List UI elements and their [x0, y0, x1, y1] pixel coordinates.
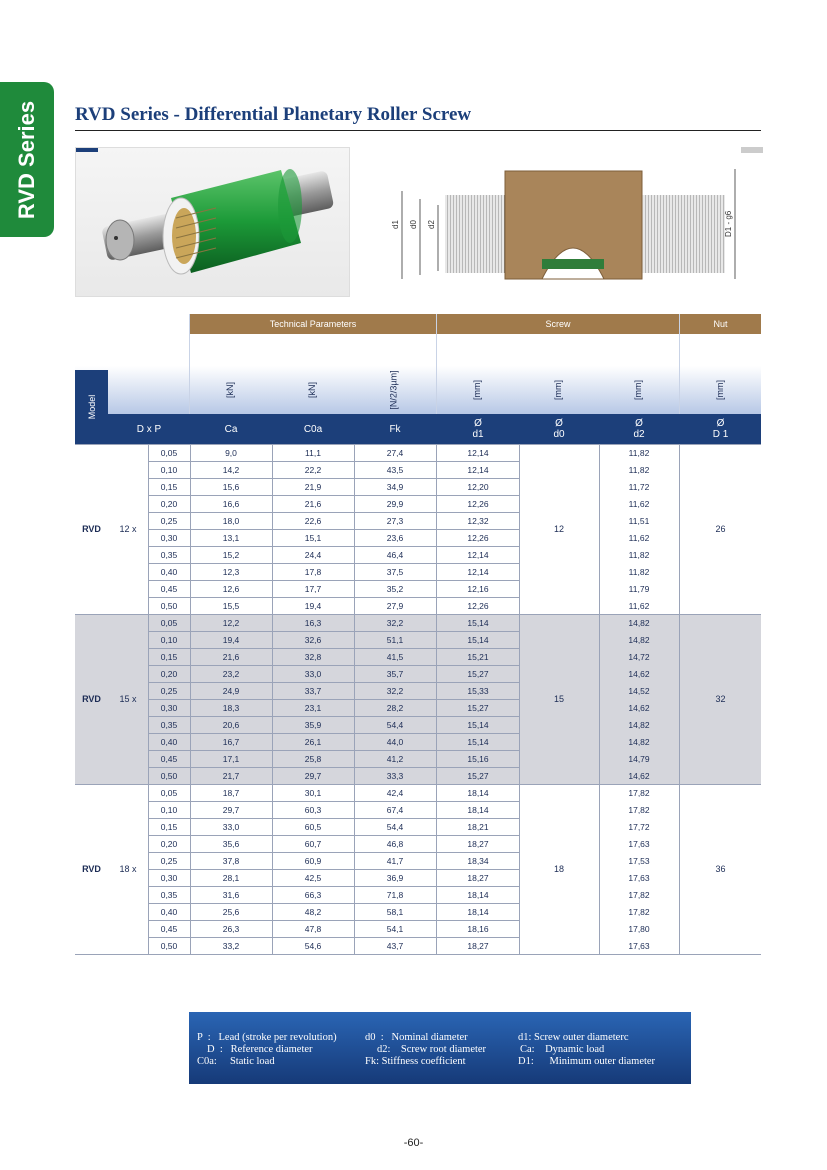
page-number: -60-: [403, 1137, 424, 1149]
table-cell: 0,15: [160, 821, 178, 832]
table-cell: 34,9: [386, 481, 404, 492]
col-d1: Ø d1: [472, 418, 484, 440]
table-cell: 17,82: [628, 889, 650, 900]
table-cell: 11,82: [628, 549, 650, 560]
table-cell: 17,8: [304, 566, 322, 577]
table-cell: 16,3: [304, 617, 322, 628]
table-cell: 17,72: [628, 821, 650, 832]
legend-D1: D1: Minimum outer diameter: [518, 1056, 656, 1067]
table-cell: 18,16: [467, 923, 489, 934]
col-fk: Fk: [389, 423, 401, 435]
table-cell: 46,4: [386, 549, 404, 560]
table-cell: 27,4: [386, 447, 404, 458]
table-cell: 35,6: [222, 838, 240, 849]
table-cell: 19,4: [222, 634, 240, 645]
table-cell: 12,14: [467, 549, 489, 560]
table-cell: 71,8: [386, 889, 404, 900]
table-cell: 0,50: [160, 770, 178, 781]
table-cell: 0,30: [160, 702, 178, 713]
table-cell: 0,30: [160, 532, 178, 543]
table-cell: 35,9: [304, 719, 322, 730]
table-cell: 18,27: [467, 872, 489, 883]
table-cell: 54,4: [386, 719, 404, 730]
table-cell: 12,14: [467, 566, 489, 577]
table-cell: 18,34: [467, 855, 489, 866]
nominal-diameter: 15: [553, 694, 564, 704]
table-cell: 21,9: [304, 481, 322, 492]
table-cell: 12,14: [467, 464, 489, 475]
table-cell: 17,53: [628, 855, 650, 866]
table-cell: 18,0: [222, 515, 240, 526]
table-cell: 0,25: [160, 855, 178, 866]
table-cell: 14,2: [222, 464, 240, 475]
table-cell: 60,7: [304, 838, 322, 849]
table-cell: 32,2: [386, 617, 404, 628]
table-cell: 32,2: [386, 685, 404, 696]
table-cell: 15,14: [467, 634, 489, 645]
photo-corner-mark: [76, 148, 98, 152]
label-d2: d2: [427, 220, 436, 229]
table-cell: 14,62: [628, 770, 650, 781]
table-cell: 43,5: [386, 464, 404, 475]
table-cell: 51,1: [386, 634, 404, 645]
table-bottom-rule: [75, 954, 761, 955]
header-nut: Nut: [680, 314, 761, 334]
table-cell: 60,5: [304, 821, 322, 832]
legend-c0a: C0a: Static load: [197, 1056, 275, 1067]
table-cell: 0,40: [160, 736, 178, 747]
table-cell: 15,6: [222, 481, 240, 492]
table-cell: 58,1: [386, 906, 404, 917]
table-cell: 31,6: [222, 889, 240, 900]
table-cell: 15,33: [467, 685, 489, 696]
table-cell: 0,45: [160, 923, 178, 934]
table-cell: 14,62: [628, 702, 650, 713]
table-cell: 37,8: [222, 855, 240, 866]
table-cell: 11,82: [628, 464, 650, 475]
unit-d1: [mm]: [472, 380, 482, 400]
table-cell: 54,4: [386, 821, 404, 832]
table-cell: 0,10: [160, 804, 178, 815]
table-cell: 12,2: [222, 617, 240, 628]
table-cell: 48,2: [304, 906, 322, 917]
header-technical-parameters: Technical Parameters: [190, 314, 436, 334]
table-cell: 22,6: [304, 515, 322, 526]
roller-screw-illustration: [76, 148, 349, 296]
table-cell: 0,05: [160, 787, 178, 798]
table-cell: 29,7: [222, 804, 240, 815]
table-cell: 33,2: [222, 940, 240, 951]
table-cell: 12,32: [467, 515, 489, 526]
legend-fk: Fk: Stiffness coefficient: [365, 1056, 466, 1067]
table-cell: 14,52: [628, 685, 650, 696]
table-cell: 15,14: [467, 719, 489, 730]
table-cell: 0,35: [160, 889, 178, 900]
table-cell: 12,14: [467, 447, 489, 458]
model-name: RVD: [82, 694, 101, 704]
table-cell: 0,30: [160, 872, 178, 883]
col-ca: Ca: [224, 423, 238, 435]
table-cell: 18,3: [222, 702, 240, 713]
table-cell: 15,16: [467, 753, 489, 764]
table-cell: 18,27: [467, 940, 489, 951]
table-cell: 15,27: [467, 668, 489, 679]
model-name: RVD: [82, 524, 101, 534]
table-cell: 35,7: [386, 668, 404, 679]
table-cell: 15,21: [467, 651, 489, 662]
table-cell: 12,26: [467, 532, 489, 543]
table-cell: 33,7: [304, 685, 322, 696]
table-cell: 12,6: [222, 583, 240, 594]
legend-d2: d2: Screw root diameter: [377, 1044, 487, 1055]
table-cell: 27,3: [386, 515, 404, 526]
table-cell: 21,6: [222, 651, 240, 662]
table-cell: 41,7: [386, 855, 404, 866]
table-cell: 9,0: [225, 447, 237, 458]
table-cell: 24,4: [304, 549, 322, 560]
table-cell: 18,14: [467, 906, 489, 917]
table-cell: 11,1: [305, 447, 321, 458]
table-cell: 15,14: [467, 617, 489, 628]
table-cell: 14,82: [628, 617, 650, 628]
col-divider: [189, 314, 190, 414]
table-cell: 0,20: [160, 498, 178, 509]
label-d0: d0: [409, 220, 418, 229]
table-cell: 0,50: [160, 600, 178, 611]
table-cell: 17,63: [628, 872, 650, 883]
table-cell: 26,3: [222, 923, 240, 934]
table-cell: 11,62: [628, 600, 650, 611]
nut-outer-diameter: 32: [715, 694, 726, 704]
table-cell: 11,82: [628, 566, 650, 577]
table-cell: 30,1: [304, 787, 322, 798]
table-cell: 37,5: [386, 566, 404, 577]
model-header: Model: [75, 370, 108, 444]
table-cell: 13,1: [222, 532, 240, 543]
table-cell: 18,21: [467, 821, 489, 832]
table-cell: 11,62: [628, 532, 650, 543]
table-cell: 14,62: [628, 668, 650, 679]
table-cell: 0,05: [160, 617, 178, 628]
col-d2: Ø d2: [633, 418, 645, 440]
table-cell: 0,40: [160, 906, 178, 917]
unit-d2: [mm]: [633, 380, 643, 400]
table-cell: 25,8: [304, 753, 322, 764]
col-dxp: D x P: [136, 423, 162, 435]
table-cell: 17,82: [628, 804, 650, 815]
table-cell: 0,15: [160, 651, 178, 662]
page-title: RVD Series - Differential Planetary Roller Screw: [75, 104, 472, 125]
nut-outer-diameter: 26: [715, 524, 726, 534]
table-cell: 16,7: [222, 736, 240, 747]
table-cell: 28,2: [386, 702, 404, 713]
table-cell: 11,72: [628, 481, 650, 492]
table-cell: 35,2: [386, 583, 404, 594]
table-cell: 41,2: [386, 753, 404, 764]
table-cell: 11,82: [628, 447, 650, 458]
cross-section-drawing: [360, 147, 763, 295]
legend-d0: d0 : Nominal diameter: [365, 1032, 468, 1043]
table-cell: 0,45: [160, 583, 178, 594]
legend-d: D : Reference diameter: [207, 1044, 313, 1055]
table-cell: 32,6: [304, 634, 322, 645]
drawing-corner-mark: [741, 147, 763, 153]
table-cell: 15,27: [467, 702, 489, 713]
table-cell: 17,82: [628, 787, 650, 798]
table-cell: 15,2: [222, 549, 240, 560]
table-cell: 11,79: [628, 583, 650, 594]
reference-diameter: 18 x: [119, 864, 137, 874]
table-cell: 60,9: [304, 855, 322, 866]
col-divider: [679, 314, 680, 414]
table-cell: 28,1: [222, 872, 240, 883]
product-photo: [75, 147, 350, 297]
table-cell: 43,7: [386, 940, 404, 951]
header-screw: Screw: [437, 314, 679, 334]
table-cell: 15,5: [222, 600, 240, 611]
table-cell: 21,7: [222, 770, 240, 781]
reference-diameter: 12 x: [119, 524, 137, 534]
legend-d1: d1: Screw outer diameterc: [518, 1032, 629, 1043]
table-cell: 60,3: [304, 804, 322, 815]
table-cell: 12,3: [222, 566, 240, 577]
table-cell: 0,15: [160, 481, 178, 492]
technical-drawing: [360, 147, 763, 295]
table-cell: 42,4: [386, 787, 404, 798]
table-cell: 11,62: [628, 498, 650, 509]
table-cell: 67,4: [386, 804, 404, 815]
unit-band: [75, 334, 761, 414]
table-cell: 17,80: [628, 923, 650, 934]
table-cell: 32,8: [304, 651, 322, 662]
table-cell: 25,6: [222, 906, 240, 917]
table-cell: 21,6: [304, 498, 322, 509]
table-cell: 14,79: [628, 753, 650, 764]
table-cell: 15,14: [467, 736, 489, 747]
table-cell: 16,6: [222, 498, 240, 509]
table-cell: 36,9: [386, 872, 404, 883]
reference-diameter: 15 x: [119, 694, 137, 704]
table-cell: 33,3: [386, 770, 404, 781]
table-cell: 33,0: [222, 821, 240, 832]
unit-d0: [mm]: [553, 380, 563, 400]
table-cell: 14,82: [628, 736, 650, 747]
table-cell: 19,4: [304, 600, 322, 611]
table-cell: 23,6: [386, 532, 404, 543]
table-cell: 15,27: [467, 770, 489, 781]
model-name: RVD: [82, 864, 101, 874]
table-cell: 23,1: [304, 702, 322, 713]
table-cell: 17,1: [222, 753, 240, 764]
table-cell: 20,6: [222, 719, 240, 730]
table-cell: 0,25: [160, 685, 178, 696]
table-cell: 17,63: [628, 838, 650, 849]
table-cell: 27,9: [386, 600, 404, 611]
unit-c0a: [kN]: [306, 381, 317, 399]
table-cell: 42,5: [304, 872, 322, 883]
side-tab-label: RVD Series: [14, 100, 39, 219]
table-cell: 17,7: [304, 583, 322, 594]
table-cell: 18,7: [222, 787, 240, 798]
nominal-diameter: 18: [553, 864, 564, 874]
table-cell: 12,26: [467, 600, 489, 611]
table-cell: 12,16: [467, 583, 489, 594]
unit-fk: [N/2/3µm]: [389, 370, 400, 410]
title-rule: [75, 130, 761, 131]
col-D1: Ø D 1: [712, 418, 729, 440]
table-cell: 23,2: [222, 668, 240, 679]
legend-ca: Ca: Dynamic load: [520, 1044, 605, 1055]
legend-p: P : Lead (stroke per revolution): [197, 1032, 337, 1043]
table-cell: 24,9: [222, 685, 240, 696]
table-cell: 14,72: [628, 651, 650, 662]
table-cell: 26,1: [304, 736, 322, 747]
table-cell: 29,7: [304, 770, 322, 781]
table-cell: 0,35: [160, 549, 178, 560]
table-cell: 18,14: [467, 787, 489, 798]
table-cell: 41,5: [386, 651, 404, 662]
table-cell: 44,0: [386, 736, 404, 747]
table-cell: 0,45: [160, 753, 178, 764]
table-cell: 14,82: [628, 719, 650, 730]
nut-outer-diameter: 36: [715, 864, 726, 874]
table-cell: 0,10: [160, 464, 178, 475]
table-cell: 18,14: [467, 804, 489, 815]
table-cell: 17,63: [628, 940, 650, 951]
table-cell: 18,14: [467, 889, 489, 900]
label-d1: d1: [391, 220, 400, 229]
table-cell: 14,82: [628, 634, 650, 645]
table-cell: 0,10: [160, 634, 178, 645]
table-cell: 33,0: [304, 668, 322, 679]
table-cell: 0,20: [160, 838, 178, 849]
table-cell: 0,05: [160, 447, 178, 458]
col-c0a: C0a: [303, 423, 323, 435]
label-D1: D1 - g6: [724, 210, 733, 237]
table-cell: 12,26: [467, 498, 489, 509]
legend-box: [189, 1012, 691, 1084]
col-d0: Ø d0: [553, 418, 565, 440]
table-cell: 17,82: [628, 906, 650, 917]
table-cell: 18,27: [467, 838, 489, 849]
table-cell: 47,8: [304, 923, 322, 934]
table-cell: 0,50: [160, 940, 178, 951]
table-cell: 54,6: [304, 940, 322, 951]
table-cell: 12,20: [467, 481, 489, 492]
table-cell: 11,51: [628, 515, 650, 526]
side-tab: [0, 82, 54, 237]
table-cell: 0,40: [160, 566, 178, 577]
table-cell: 0,25: [160, 515, 178, 526]
unit-D1: [mm]: [715, 380, 725, 400]
nominal-diameter: 12: [553, 524, 564, 534]
table-cell: 0,35: [160, 719, 178, 730]
table-cell: 46,8: [386, 838, 404, 849]
table-cell: 54,1: [386, 923, 404, 934]
col-divider: [436, 314, 437, 414]
table-cell: 29,9: [386, 498, 404, 509]
table-cell: 0,20: [160, 668, 178, 679]
table-cell: 15,1: [304, 532, 322, 543]
table-cell: 22,2: [304, 464, 322, 475]
table-cell: 66,3: [304, 889, 322, 900]
unit-ca: [kN]: [224, 381, 235, 399]
